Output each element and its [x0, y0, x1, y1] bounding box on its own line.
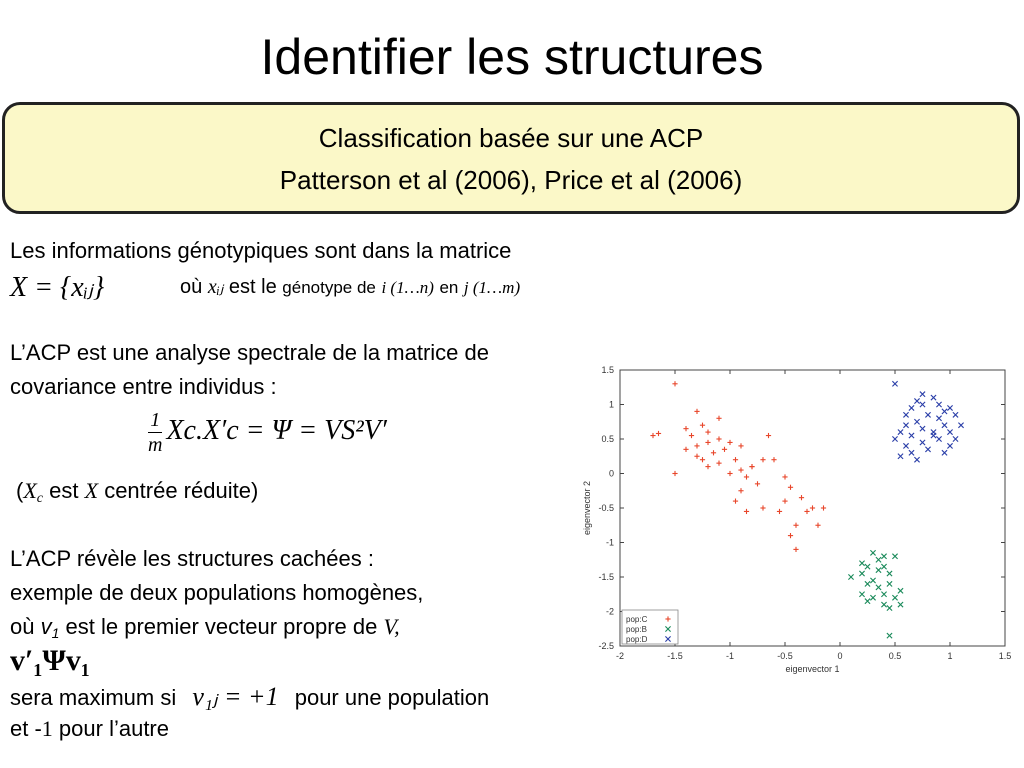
fraction-denominator: m — [148, 434, 163, 456]
x-tick-label: 0 — [837, 651, 843, 661]
covariance-formula: Xc.X′c = Ψ = VS²V′ — [166, 414, 387, 446]
paragraph-acp-1: L’ACP est une analyse spectrale de la matrice de — [10, 340, 489, 365]
v1j-equation: v₁ⱼ = +1 — [192, 682, 279, 711]
x-tick-label: -1.5 — [667, 651, 683, 661]
vpv-equation: v′₁Ψv₁ — [10, 644, 90, 677]
slide-title: Identifier les structures — [260, 29, 764, 85]
et-text: et - — [10, 716, 42, 741]
x-axis-label: eigenvector 1 — [785, 664, 840, 674]
x-tick-label: -1 — [725, 651, 735, 661]
x-tick-label: 0.5 — [888, 651, 902, 661]
y-tick-label: -1.5 — [598, 572, 614, 582]
ou-text-2: où — [10, 614, 35, 639]
covariance-equation — [148, 408, 387, 457]
y-tick-label: 1.5 — [601, 365, 614, 375]
one-value: 1 — [41, 716, 53, 741]
y-tick-label: 0 — [608, 468, 614, 479]
xij-symbol: xᵢⱼ — [207, 276, 224, 298]
j-range: j (1…m) — [463, 278, 521, 297]
callout-line-1: Classification basée sur une ACP — [318, 123, 704, 153]
paragraph-matrix: Les informations génotypiques sont dans la matrice — [10, 238, 512, 263]
xc-note — [16, 478, 258, 507]
callout-box — [2, 102, 1020, 214]
matrix-equation: X = {xᵢⱼ} — [10, 272, 105, 303]
centree-reduite-text: centrée réduite) — [104, 478, 259, 503]
y-tick-label: 1 — [608, 399, 614, 410]
x-tick-label: 1.5 — [998, 651, 1012, 661]
legend-label: pop:D — [626, 635, 648, 644]
xc-symbol: X — [23, 478, 37, 503]
ou-text: où — [180, 276, 203, 298]
pca-scatter-plot — [570, 360, 1020, 680]
genotype-description — [180, 274, 520, 299]
v1-subscript: 1 — [51, 625, 60, 641]
y-tick-label: -2.5 — [598, 641, 614, 651]
en-text: en — [439, 278, 459, 297]
x-tick-label: -0.5 — [777, 651, 793, 661]
fraction-numerator: 1 — [148, 408, 162, 433]
pour-autre-text: pour l’autre — [58, 716, 169, 741]
paragraph-structures-3 — [10, 614, 400, 641]
x-tick-label: -2 — [615, 651, 625, 661]
paragraph-autre — [10, 716, 169, 742]
x-tick-label: 1 — [947, 651, 953, 661]
y-tick-label: -0.5 — [598, 503, 614, 513]
y-tick-label: -1 — [605, 537, 614, 548]
y-tick-label: 0.5 — [601, 434, 614, 444]
callout-line-2: Patterson et al (2006), Price et al (2006) — [279, 165, 743, 195]
paragraph-acp-2: covariance entre individus : — [10, 374, 277, 399]
premier-vecteur-text: est le premier vecteur propre de — [65, 614, 378, 639]
paragraph-maximum — [10, 682, 489, 712]
x-symbol: X — [84, 478, 99, 503]
paragraph-structures-2: exemple de deux populations homogènes, — [10, 580, 424, 605]
xc-subscript: c — [36, 491, 43, 506]
pour-une-population-text: pour une population — [294, 685, 490, 710]
paren-open: ( — [16, 478, 24, 503]
y-tick-label: -2 — [605, 606, 614, 617]
est-text: est — [49, 478, 79, 503]
fraction — [148, 408, 162, 457]
i-range: i (1…n) — [381, 278, 434, 297]
v1-symbol: v — [40, 614, 52, 639]
y-axis-label: eigenvector 2 — [582, 480, 592, 536]
v-symbol: V, — [383, 614, 400, 639]
est-le-text: est le — [228, 276, 277, 298]
paragraph-structures-1: L’ACP révèle les structures cachées : — [10, 546, 374, 571]
legend-label: pop:C — [626, 615, 648, 624]
sera-maximum-text: sera maximum si — [10, 685, 177, 710]
legend-label: pop:B — [626, 625, 647, 634]
genotype-de-text: génotype de — [282, 278, 376, 297]
